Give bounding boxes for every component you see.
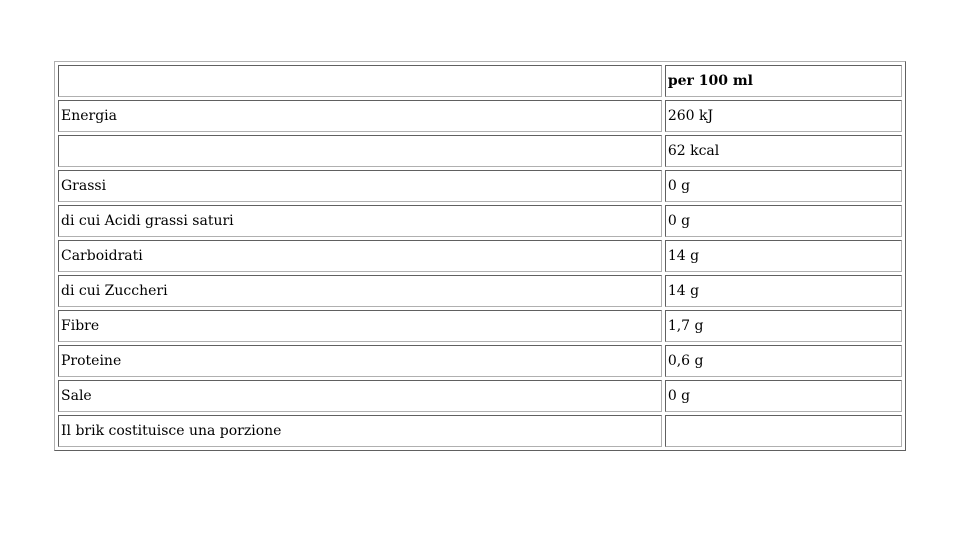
nutrition-table — [54, 61, 906, 451]
nutrient-label: Fibre — [58, 310, 662, 342]
nutrient-value: 0 g — [665, 380, 902, 412]
table-row — [58, 135, 902, 167]
nutrient-label: di cui Zuccheri — [58, 275, 662, 307]
nutrient-value: 14 g — [665, 240, 902, 272]
nutrient-label: Carboidrati — [58, 240, 662, 272]
nutrient-label: Energia — [58, 100, 662, 132]
nutrient-value: 14 g — [665, 275, 902, 307]
table-row — [58, 240, 902, 272]
table-row — [58, 170, 902, 202]
nutrient-label: di cui Acidi grassi saturi — [58, 205, 662, 237]
nutrient-value: 62 kcal — [665, 135, 902, 167]
nutrient-value: 1,7 g — [665, 310, 902, 342]
nutrient-label: Grassi — [58, 170, 662, 202]
nutrient-label: Sale — [58, 380, 662, 412]
table-row — [58, 380, 902, 412]
nutrient-value — [665, 415, 902, 447]
nutrient-value: 0 g — [665, 205, 902, 237]
table-row — [58, 345, 902, 377]
table-row — [58, 310, 902, 342]
nutrient-value: 260 kJ — [665, 100, 902, 132]
nutrient-label: Proteine — [58, 345, 662, 377]
header-value-cell: per 100 ml — [665, 65, 902, 97]
table-row — [58, 275, 902, 307]
table-row — [58, 415, 902, 447]
nutrient-value: 0,6 g — [665, 345, 902, 377]
nutrient-label: Il brik costituisce una porzione — [58, 415, 662, 447]
nutrient-value: 0 g — [665, 170, 902, 202]
table-row — [58, 100, 902, 132]
header-label-cell — [58, 65, 662, 97]
nutrient-label — [58, 135, 662, 167]
table-header-row — [58, 65, 902, 97]
table-row — [58, 205, 902, 237]
